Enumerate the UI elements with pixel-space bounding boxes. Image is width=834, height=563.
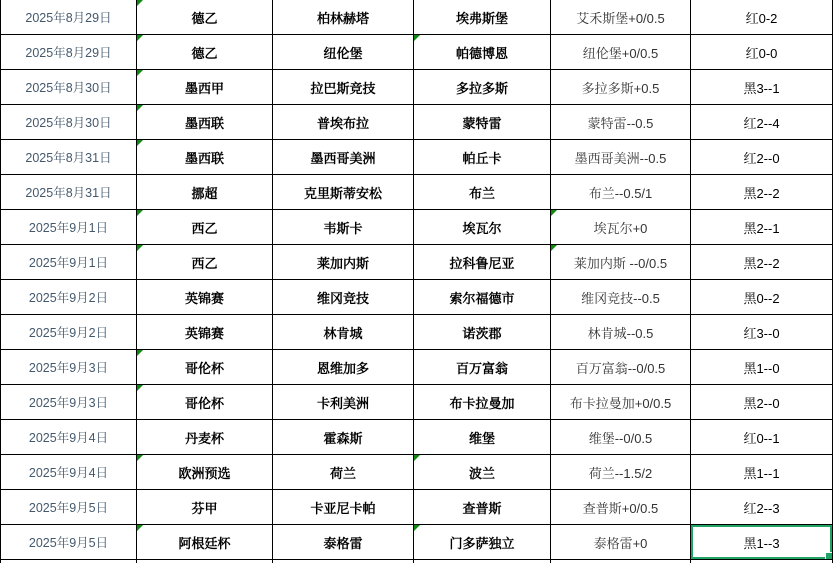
table-row [1,525,833,560]
result-cell[interactable] [691,385,833,420]
error-marker-triangle-icon [137,455,143,461]
result-text: 红2--3 [743,500,780,516]
handicap-cell[interactable] [551,175,691,210]
result-text: 黑2--2 [743,185,780,201]
home-team-text: 泰格雷 [323,535,363,551]
date-text: 2025年9月4日 [28,431,109,445]
home-team-text: 恩维加多 [316,360,369,376]
away-team-text: 帕丘卡 [462,150,502,166]
home-team-text: 霍森斯 [323,430,363,446]
result-text: 红2--0 [743,150,780,166]
date-text: 2025年8月29日 [25,46,112,60]
result-cell[interactable] [691,35,833,70]
result-cell[interactable] [691,210,833,245]
error-marker-triangle-icon [137,245,143,251]
result-cell[interactable] [691,280,833,315]
home-team-cell[interactable] [273,525,414,560]
result-cell[interactable] [691,105,833,140]
league-cell[interactable] [137,210,273,245]
handicap-text: 纽伦堡+0/0.5 [582,45,659,61]
home-team-text: 莱加内斯 [316,255,369,271]
away-team-text: 帕德博恩 [455,45,508,61]
result-text: 黑2--1 [743,220,780,236]
error-marker-triangle-icon [551,210,557,216]
handicap-cell[interactable] [551,525,691,560]
league-text: 哥伦杯 [184,360,224,376]
date-cell[interactable] [1,455,137,490]
date-cell[interactable] [1,140,137,175]
league-text: 西乙 [191,255,218,271]
league-cell[interactable] [137,245,273,280]
result-cell[interactable] [691,315,833,350]
home-team-cell[interactable] [273,350,414,385]
home-team-text: 墨西哥美洲 [310,150,376,166]
home-team-text: 纽伦堡 [323,45,363,61]
result-cell[interactable] [691,70,833,105]
handicap-text: 艾禾斯堡+0/0.5 [576,10,665,26]
table-row [1,280,833,315]
league-cell[interactable] [137,420,273,455]
league-text: 芬甲 [191,500,218,516]
league-cell[interactable] [137,35,273,70]
league-cell[interactable] [137,315,273,350]
away-team-cell[interactable] [414,420,551,455]
league-cell[interactable] [137,105,273,140]
error-marker-triangle-icon [414,35,420,41]
away-team-text: 诺茨郡 [462,325,502,341]
date-text: 2025年8月30日 [25,81,112,95]
home-team-text: 普埃布拉 [316,115,369,131]
league-text: 墨西甲 [184,80,224,96]
home-team-cell[interactable] [273,455,414,490]
league-text: 哥伦杯 [184,395,224,411]
date-cell[interactable] [1,385,137,420]
handicap-cell[interactable] [551,490,691,525]
handicap-cell[interactable] [551,385,691,420]
result-cell[interactable] [691,420,833,455]
league-cell[interactable] [137,350,273,385]
error-marker-triangle-icon [137,70,143,76]
home-team-text: 克里斯蒂安松 [303,185,382,201]
handicap-cell[interactable] [551,210,691,245]
home-team-cell[interactable] [273,140,414,175]
league-cell[interactable] [137,385,273,420]
table-row [1,105,833,140]
away-team-text: 蒙特雷 [462,115,502,131]
away-team-text: 查普斯 [462,500,502,516]
result-cell[interactable] [691,350,833,385]
error-marker-triangle-icon [137,385,143,391]
home-team-cell[interactable] [273,420,414,455]
away-team-text: 埃瓦尔 [462,220,502,236]
date-cell[interactable] [1,35,137,70]
home-team-cell[interactable] [273,175,414,210]
error-marker-triangle-icon [414,525,420,531]
handicap-cell[interactable] [551,455,691,490]
table-row [1,70,833,105]
league-text: 英锦赛 [184,325,224,341]
error-marker-triangle-icon [137,35,143,41]
away-team-cell[interactable] [414,0,551,35]
result-cell[interactable] [691,0,833,35]
handicap-text: 埃瓦尔+0 [593,220,648,236]
away-team-cell[interactable] [414,455,551,490]
home-team-cell[interactable] [273,385,414,420]
date-cell[interactable] [1,245,137,280]
error-marker-triangle-icon [414,455,420,461]
result-cell[interactable] [691,140,833,175]
home-team-text: 拉巴斯竞技 [310,80,376,96]
league-cell[interactable] [137,0,273,35]
date-cell[interactable] [1,70,137,105]
date-text: 2025年8月29日 [25,11,112,25]
result-text: 黑1--3 [743,535,780,551]
away-team-text: 布兰 [468,185,495,201]
table-row [1,350,833,385]
home-team-text: 荷兰 [329,465,356,481]
handicap-text: 莱加内斯 --0/0.5 [573,255,668,271]
away-team-text: 布卡拉曼加 [449,395,515,411]
result-text: 黑3--1 [743,80,780,96]
match-table-body [1,0,833,560]
home-team-cell[interactable] [273,105,414,140]
home-team-cell[interactable] [273,490,414,525]
league-text: 挪超 [191,185,218,201]
league-text: 欧洲预选 [178,465,231,481]
handicap-cell[interactable] [551,35,691,70]
away-team-text: 索尔福德市 [449,290,515,306]
away-team-cell[interactable] [414,315,551,350]
date-cell[interactable] [1,105,137,140]
away-team-cell[interactable] [414,105,551,140]
home-team-text: 林肯城 [323,325,363,341]
error-marker-triangle-icon [137,105,143,111]
away-team-cell[interactable] [414,385,551,420]
handicap-cell[interactable] [551,315,691,350]
date-cell[interactable] [1,210,137,245]
league-cell[interactable] [137,455,273,490]
away-team-cell[interactable] [414,175,551,210]
home-team-cell[interactable] [273,315,414,350]
home-team-text: 维冈竞技 [316,290,369,306]
handicap-text: 荷兰--1.5/2 [588,465,653,481]
result-text: 黑2--0 [743,395,780,411]
away-team-text: 维堡 [468,430,495,446]
handicap-text: 查普斯+0/0.5 [582,500,659,516]
league-text: 墨西联 [184,150,224,166]
date-cell[interactable] [1,525,137,560]
result-cell[interactable] [691,245,833,280]
handicap-cell[interactable] [551,350,691,385]
result-cell[interactable] [691,490,833,525]
result-cell[interactable] [691,175,833,210]
away-team-cell[interactable] [414,490,551,525]
league-cell[interactable] [137,70,273,105]
handicap-text: 维堡--0/0.5 [588,430,653,446]
league-cell[interactable] [137,140,273,175]
handicap-text: 布兰--0.5/1 [588,185,653,201]
handicap-text: 维冈竞技--0.5 [581,290,660,306]
handicap-cell[interactable] [551,0,691,35]
result-text: 黑1--0 [743,360,780,376]
home-team-cell[interactable] [273,280,414,315]
away-team-text: 拉科鲁尼亚 [449,255,515,271]
table-row [1,245,833,280]
date-text: 2025年9月5日 [28,536,109,550]
away-team-cell[interactable] [414,70,551,105]
table-row [1,140,833,175]
date-text: 2025年9月1日 [28,256,109,270]
table-row [1,175,833,210]
away-team-cell[interactable] [414,210,551,245]
handicap-text: 布卡拉曼加+0/0.5 [569,395,672,411]
result-cell[interactable] [691,455,833,490]
league-text: 丹麦杯 [184,430,224,446]
handicap-text: 泰格雷+0 [593,535,648,551]
result-text: 黑2--2 [743,255,780,271]
table-row [1,0,833,35]
away-team-text: 门多萨独立 [449,535,515,551]
away-team-cell[interactable] [414,350,551,385]
error-marker-triangle-icon [137,525,143,531]
table-row [1,490,833,525]
result-text: 红0-0 [745,45,778,61]
home-team-text: 柏林赫塔 [316,10,369,26]
handicap-cell[interactable] [551,105,691,140]
date-text: 2025年8月30日 [25,116,112,130]
result-text: 红0--1 [743,430,780,446]
league-cell[interactable] [137,280,273,315]
league-cell[interactable] [137,525,273,560]
result-text: 黑1--1 [743,465,780,481]
home-team-cell[interactable] [273,0,414,35]
away-team-text: 百万富翁 [455,360,508,376]
date-text: 2025年8月31日 [25,186,112,200]
table-row [1,35,833,70]
away-team-text: 埃弗斯堡 [455,10,508,26]
handicap-text: 多拉多斯+0.5 [581,80,660,96]
away-team-cell[interactable] [414,525,551,560]
home-team-cell[interactable] [273,245,414,280]
home-team-text: 韦斯卡 [323,220,363,236]
error-marker-triangle-icon [137,350,143,356]
home-team-text: 卡亚尼卡帕 [310,500,376,516]
handicap-text: 百万富翁--0/0.5 [575,360,666,376]
league-cell[interactable] [137,175,273,210]
league-text: 墨西联 [184,115,224,131]
date-text: 2025年9月2日 [28,291,109,305]
date-text: 2025年9月3日 [28,396,109,410]
handicap-text: 林肯城--0.5 [587,325,654,341]
away-team-text: 多拉多斯 [455,80,508,96]
home-team-cell[interactable] [273,70,414,105]
table-row [1,420,833,455]
home-team-text: 卡利美洲 [316,395,369,411]
date-cell[interactable] [1,490,137,525]
away-team-cell[interactable] [414,35,551,70]
home-team-cell[interactable] [273,35,414,70]
result-text: 黑0--2 [743,290,780,306]
result-text: 红0-2 [745,10,778,26]
handicap-cell[interactable] [551,420,691,455]
away-team-cell[interactable] [414,280,551,315]
date-text: 2025年9月2日 [28,326,109,340]
league-cell[interactable] [137,490,273,525]
error-marker-triangle-icon [137,0,143,6]
league-text: 德乙 [191,45,218,61]
handicap-text: 蒙特雷--0.5 [587,115,654,131]
date-text: 2025年8月31日 [25,151,112,165]
result-text: 红2--4 [743,115,780,131]
table-row [1,455,833,490]
date-cell[interactable] [1,315,137,350]
league-text: 德乙 [191,10,218,26]
date-text: 2025年9月1日 [28,221,109,235]
handicap-cell[interactable] [551,280,691,315]
error-marker-triangle-icon [551,245,557,251]
date-cell[interactable] [1,420,137,455]
date-cell[interactable] [1,175,137,210]
league-text: 西乙 [191,220,218,236]
result-text: 红3--0 [743,325,780,341]
handicap-cell[interactable] [551,140,691,175]
date-text: 2025年9月3日 [28,361,109,375]
handicap-cell[interactable] [551,245,691,280]
away-team-cell[interactable] [414,245,551,280]
date-cell[interactable] [1,0,137,35]
date-cell[interactable] [1,280,137,315]
away-team-cell[interactable] [414,140,551,175]
fill-handle[interactable] [825,552,833,560]
error-marker-triangle-icon [137,210,143,216]
date-text: 2025年9月4日 [28,466,109,480]
error-marker-triangle-icon [137,140,143,146]
table-row [1,315,833,350]
date-cell[interactable] [1,350,137,385]
table-row [1,385,833,420]
date-text: 2025年9月5日 [28,501,109,515]
table-row [1,210,833,245]
away-team-text: 波兰 [468,465,495,481]
result-cell[interactable] [691,525,833,560]
league-text: 阿根廷杯 [178,535,231,551]
league-text: 英锦赛 [184,290,224,306]
home-team-cell[interactable] [273,210,414,245]
handicap-text: 墨西哥美洲--0.5 [574,150,667,166]
handicap-cell[interactable] [551,70,691,105]
